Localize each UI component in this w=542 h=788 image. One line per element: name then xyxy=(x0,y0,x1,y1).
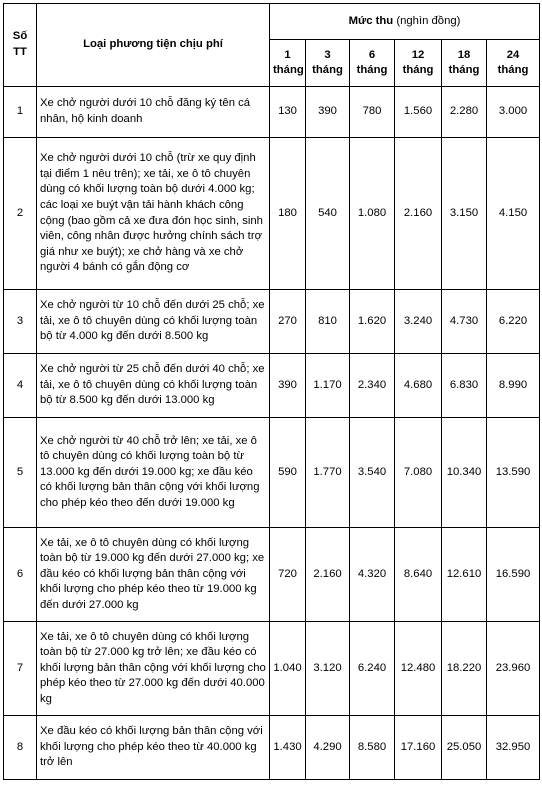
row-number: 2 xyxy=(4,138,37,290)
vehicle-header: Loại phương tiện chịu phí xyxy=(37,4,270,87)
table-row xyxy=(4,622,540,716)
month-unit: tháng xyxy=(356,64,388,76)
fee-cell: 3.240 xyxy=(395,290,442,354)
fee-cell: 18.220 xyxy=(442,622,487,716)
row-number: 7 xyxy=(4,622,37,716)
fee-cell: 12.480 xyxy=(395,622,442,716)
row-number: 4 xyxy=(4,354,37,418)
table-row xyxy=(4,138,540,290)
fee-cell: 1.170 xyxy=(306,354,350,418)
vehicle-description: Xe chở người từ 25 chỗ đến dưới 40 chỗ; xe tải, xe ô tô chuyên dùng có khối lượng toàn bộ từ 8.500 kg đến dưới 13.000 kg xyxy=(37,354,270,418)
table-row xyxy=(4,87,540,138)
fee-cell: 8.580 xyxy=(350,716,395,780)
fee-cell: 1.430 xyxy=(270,716,306,780)
fee-cell: 130 xyxy=(270,87,306,138)
table-row xyxy=(4,716,540,780)
vehicle-description: Xe đầu kéo có khối lượng bản thân cộng với khối lượng cho phép kéo theo từ 40.000 kg trở lên xyxy=(37,716,270,780)
fee-cell: 390 xyxy=(270,354,306,418)
month-unit: tháng xyxy=(273,64,304,76)
table-row xyxy=(4,418,540,528)
fee-cell: 3.540 xyxy=(350,418,395,528)
month-header xyxy=(350,40,395,87)
fee-cell: 810 xyxy=(306,290,350,354)
fee-cell: 540 xyxy=(306,138,350,290)
fee-cell: 6.240 xyxy=(350,622,395,716)
fee-cell: 16.590 xyxy=(487,528,540,622)
fee-cell: 2.160 xyxy=(306,528,350,622)
vehicle-description: Xe tải, xe ô tô chuyên dùng có khối lượng toàn bộ từ 27.000 kg trở lên; xe đầu kéo có khối lượng bản thân cộng với khối lượng cho phép kéo theo từ 27.000 kg đến dưới 40.000 kg xyxy=(37,622,270,716)
fee-header-unit: (nghìn đồng) xyxy=(396,14,461,27)
fee-cell: 3.150 xyxy=(442,138,487,290)
vehicle-description: Xe chở người từ 10 chỗ đến dưới 25 chỗ; xe tải, xe ô tô chuyên dùng có khối lượng toàn bộ từ 4.000 kg đến dưới 8.500 kg xyxy=(37,290,270,354)
fee-cell: 1.620 xyxy=(350,290,395,354)
fee-cell: 1.080 xyxy=(350,138,395,290)
month-number: 3 xyxy=(324,49,331,61)
fee-cell: 3.000 xyxy=(487,87,540,138)
fee-cell: 4.320 xyxy=(350,528,395,622)
vehicle-description: Xe chở người từ 40 chỗ trở lên; xe tải, xe ô tô chuyên dùng có khối lượng toàn bộ từ 13.000 kg đến dưới 19.000 kg; xe đầu kéo có khối lượng bản thân cộng với khối lượng cho phép kéo theo đến dưới 19.000 kg xyxy=(37,418,270,528)
stt-header-line1: Số xyxy=(12,30,28,43)
vehicle-description: Xe chở người dưới 10 chỗ (trừ xe quy định tại điểm 1 nêu trên); xe tải, xe ô tô chuyên dùng có khối lượng toàn bộ dưới 4.000 kg; các loại xe buýt vận tải hành khách công cộng (bao gồm cả xe đưa đón học sinh, sinh viên, công nhân được hưởng chính sách trợ giá như xe buýt); xe chở hàng và xe chở người 4 bánh có gắn động cơ xyxy=(37,138,270,290)
table-row xyxy=(4,290,540,354)
fee-cell: 1.770 xyxy=(306,418,350,528)
fee-cell: 10.340 xyxy=(442,418,487,528)
month-unit: tháng xyxy=(312,64,343,76)
row-number: 8 xyxy=(4,716,37,780)
fee-header xyxy=(270,4,540,40)
fee-cell: 4.150 xyxy=(487,138,540,290)
month-number: 12 xyxy=(411,49,425,61)
fee-cell: 13.590 xyxy=(487,418,540,528)
month-unit: tháng xyxy=(448,64,480,76)
month-header xyxy=(270,40,306,87)
fee-cell: 12.610 xyxy=(442,528,487,622)
fee-cell: 25.050 xyxy=(442,716,487,780)
fee-cell: 2.160 xyxy=(395,138,442,290)
row-number: 5 xyxy=(4,418,37,528)
header-row-top xyxy=(4,4,540,40)
fee-cell: 2.280 xyxy=(442,87,487,138)
month-unit: tháng xyxy=(402,64,434,76)
vehicle-description: Xe tải, xe ô tô chuyên dùng có khối lượng toàn bộ từ 19.000 kg đến dưới 27.000 kg; xe đầu kéo có khối lượng bản thân cộng với khối lượng cho phép kéo theo từ 19.000 kg đến dưới 27.000 kg xyxy=(37,528,270,622)
fee-cell: 2.340 xyxy=(350,354,395,418)
fee-cell: 8.990 xyxy=(487,354,540,418)
table-row xyxy=(4,354,540,418)
fee-cell: 17.160 xyxy=(395,716,442,780)
fee-cell: 6.220 xyxy=(487,290,540,354)
fee-cell: 6.830 xyxy=(442,354,487,418)
fee-cell: 590 xyxy=(270,418,306,528)
fee-cell: 32.950 xyxy=(487,716,540,780)
month-number: 24 tháng xyxy=(497,49,529,76)
fee-cell: 23.960 xyxy=(487,622,540,716)
fee-cell: 8.640 xyxy=(395,528,442,622)
fee-cell: 3.120 xyxy=(306,622,350,716)
fee-cell: 780 xyxy=(350,87,395,138)
fee-cell: 270 xyxy=(270,290,306,354)
month-header xyxy=(306,40,350,87)
month-number: 1 xyxy=(284,49,291,61)
vehicle-description: Xe chở người dưới 10 chỗ đăng ký tên cá nhân, hộ kinh doanh xyxy=(37,87,270,138)
fee-cell: 1.560 xyxy=(395,87,442,138)
month-header xyxy=(487,40,540,87)
fee-cell: 390 xyxy=(306,87,350,138)
stt-header xyxy=(4,4,37,87)
month-header xyxy=(442,40,487,87)
row-number: 3 xyxy=(4,290,37,354)
table-row xyxy=(4,528,540,622)
month-header xyxy=(395,40,442,87)
month-number: 6 xyxy=(368,49,376,61)
fee-cell: 720 xyxy=(270,528,306,622)
fee-cell: 4.680 xyxy=(395,354,442,418)
fee-cell: 1.040 xyxy=(270,622,306,716)
stt-header-line2: TT xyxy=(13,46,27,58)
fee-cell: 7.080 xyxy=(395,418,442,528)
row-number: 1 xyxy=(4,87,37,138)
row-number: 6 xyxy=(4,528,37,622)
fee-cell: 4.730 xyxy=(442,290,487,354)
month-number: 18 xyxy=(457,49,471,61)
fee-cell: 180 xyxy=(270,138,306,290)
fee-table xyxy=(3,3,540,780)
fee-cell: 4.290 xyxy=(306,716,350,780)
fee-header-bold: Mức thu xyxy=(348,14,394,27)
